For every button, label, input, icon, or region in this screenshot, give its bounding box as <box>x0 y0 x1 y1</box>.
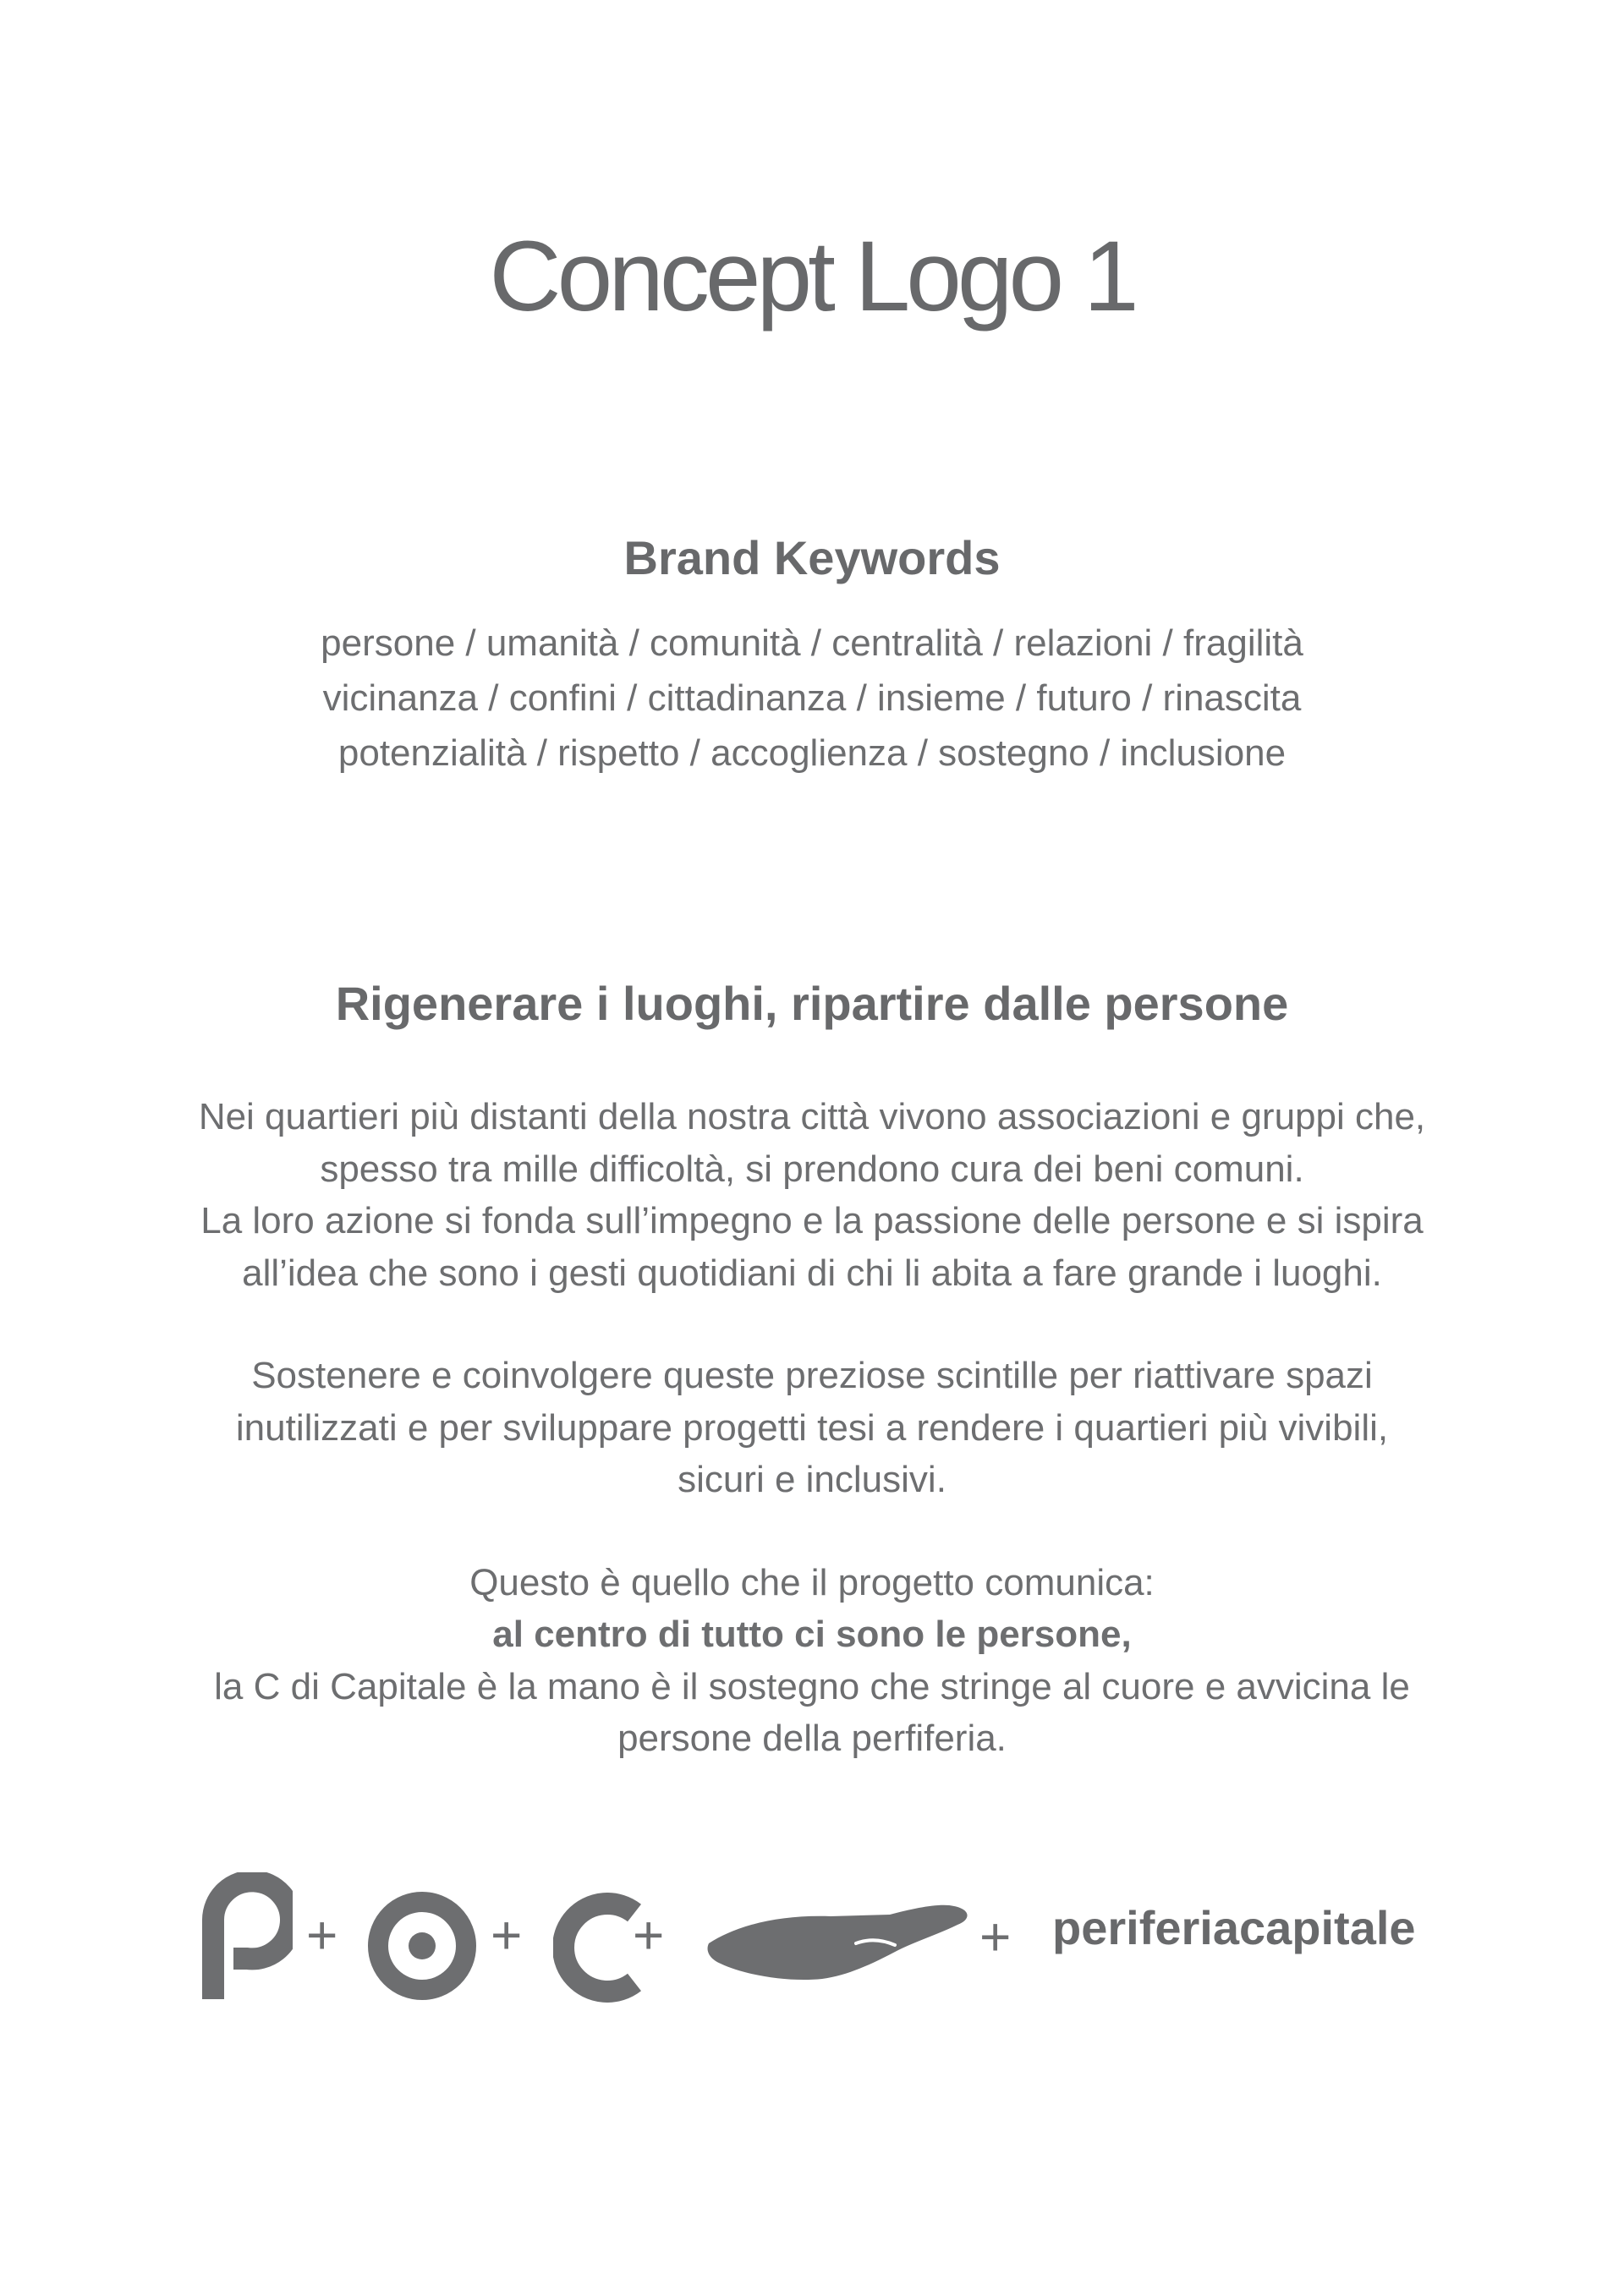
paragraph-line: Sostenere e coinvolgere queste preziose scintille per riattivare spazi <box>251 1355 1373 1396</box>
paragraph-line: all’idea che sono i gesti quotidiani di chi li abita a fare grande i luoghi. <box>242 1252 1382 1294</box>
brand-name: periferiacapitale <box>1052 1901 1416 1954</box>
concept-paragraph-3 <box>0 1557 1624 1765</box>
paragraph-line: Questo è quello che il progetto comunica: <box>469 1561 1155 1603</box>
concept-heading: Rigenerare i luoghi, ripartire dalle persone <box>335 977 1289 1030</box>
emphasis-line: al centro di tutto ci sono le persone, <box>492 1614 1132 1655</box>
logo-equation <box>0 1867 1624 2003</box>
brand-keywords-section <box>0 531 1624 781</box>
brand-keywords-heading: Brand Keywords <box>623 531 1001 584</box>
target-circle-icon <box>367 1891 477 2001</box>
hand-icon <box>704 1891 974 1984</box>
page-title: Concept Logo 1 <box>489 221 1135 332</box>
paragraph-line: inutilizzati e per sviluppare progetti tesi a rendere i quartieri più vivibili, <box>235 1406 1389 1449</box>
concept-paragraph-2 <box>0 1350 1624 1506</box>
keyword-list <box>0 616 1624 781</box>
paragraph-line: spesso tra mille difficoltà, si prendono cura dei beni comuni. <box>320 1148 1304 1190</box>
paragraph-line: persone della perfiferia. <box>617 1718 1007 1759</box>
plus-sign: + <box>979 1906 1012 1967</box>
letter-p-icon <box>200 1872 293 1999</box>
concept-paragraph-1 <box>0 1091 1624 1299</box>
keyword-line: potenzialità / rispetto / accoglienza / sostegno / inclusione <box>337 732 1287 774</box>
paragraph-line: La loro azione si fonda sull’impegno e la passione delle persone e si ispira <box>200 1200 1424 1241</box>
keyword-line: persone / umanità / comunità / centralità / relazioni / fragilità <box>321 622 1303 664</box>
paragraph-line: sicuri e inclusivi. <box>678 1459 946 1500</box>
keyword-line: vicinanza / confini / cittadinanza / insieme / futuro / rinascita <box>322 677 1302 719</box>
concept-section <box>0 977 1624 1765</box>
plus-sign: + <box>306 1904 338 1965</box>
paragraph-line: Nei quartieri più distanti della nostra città vivono associazioni e gruppi che, <box>198 1096 1426 1137</box>
plus-sign: + <box>491 1904 523 1965</box>
paragraph-line: la C di Capitale è la mano è il sostegno che stringe al cuore e avvicina le <box>214 1665 1410 1707</box>
plus-sign: + <box>633 1904 665 1965</box>
